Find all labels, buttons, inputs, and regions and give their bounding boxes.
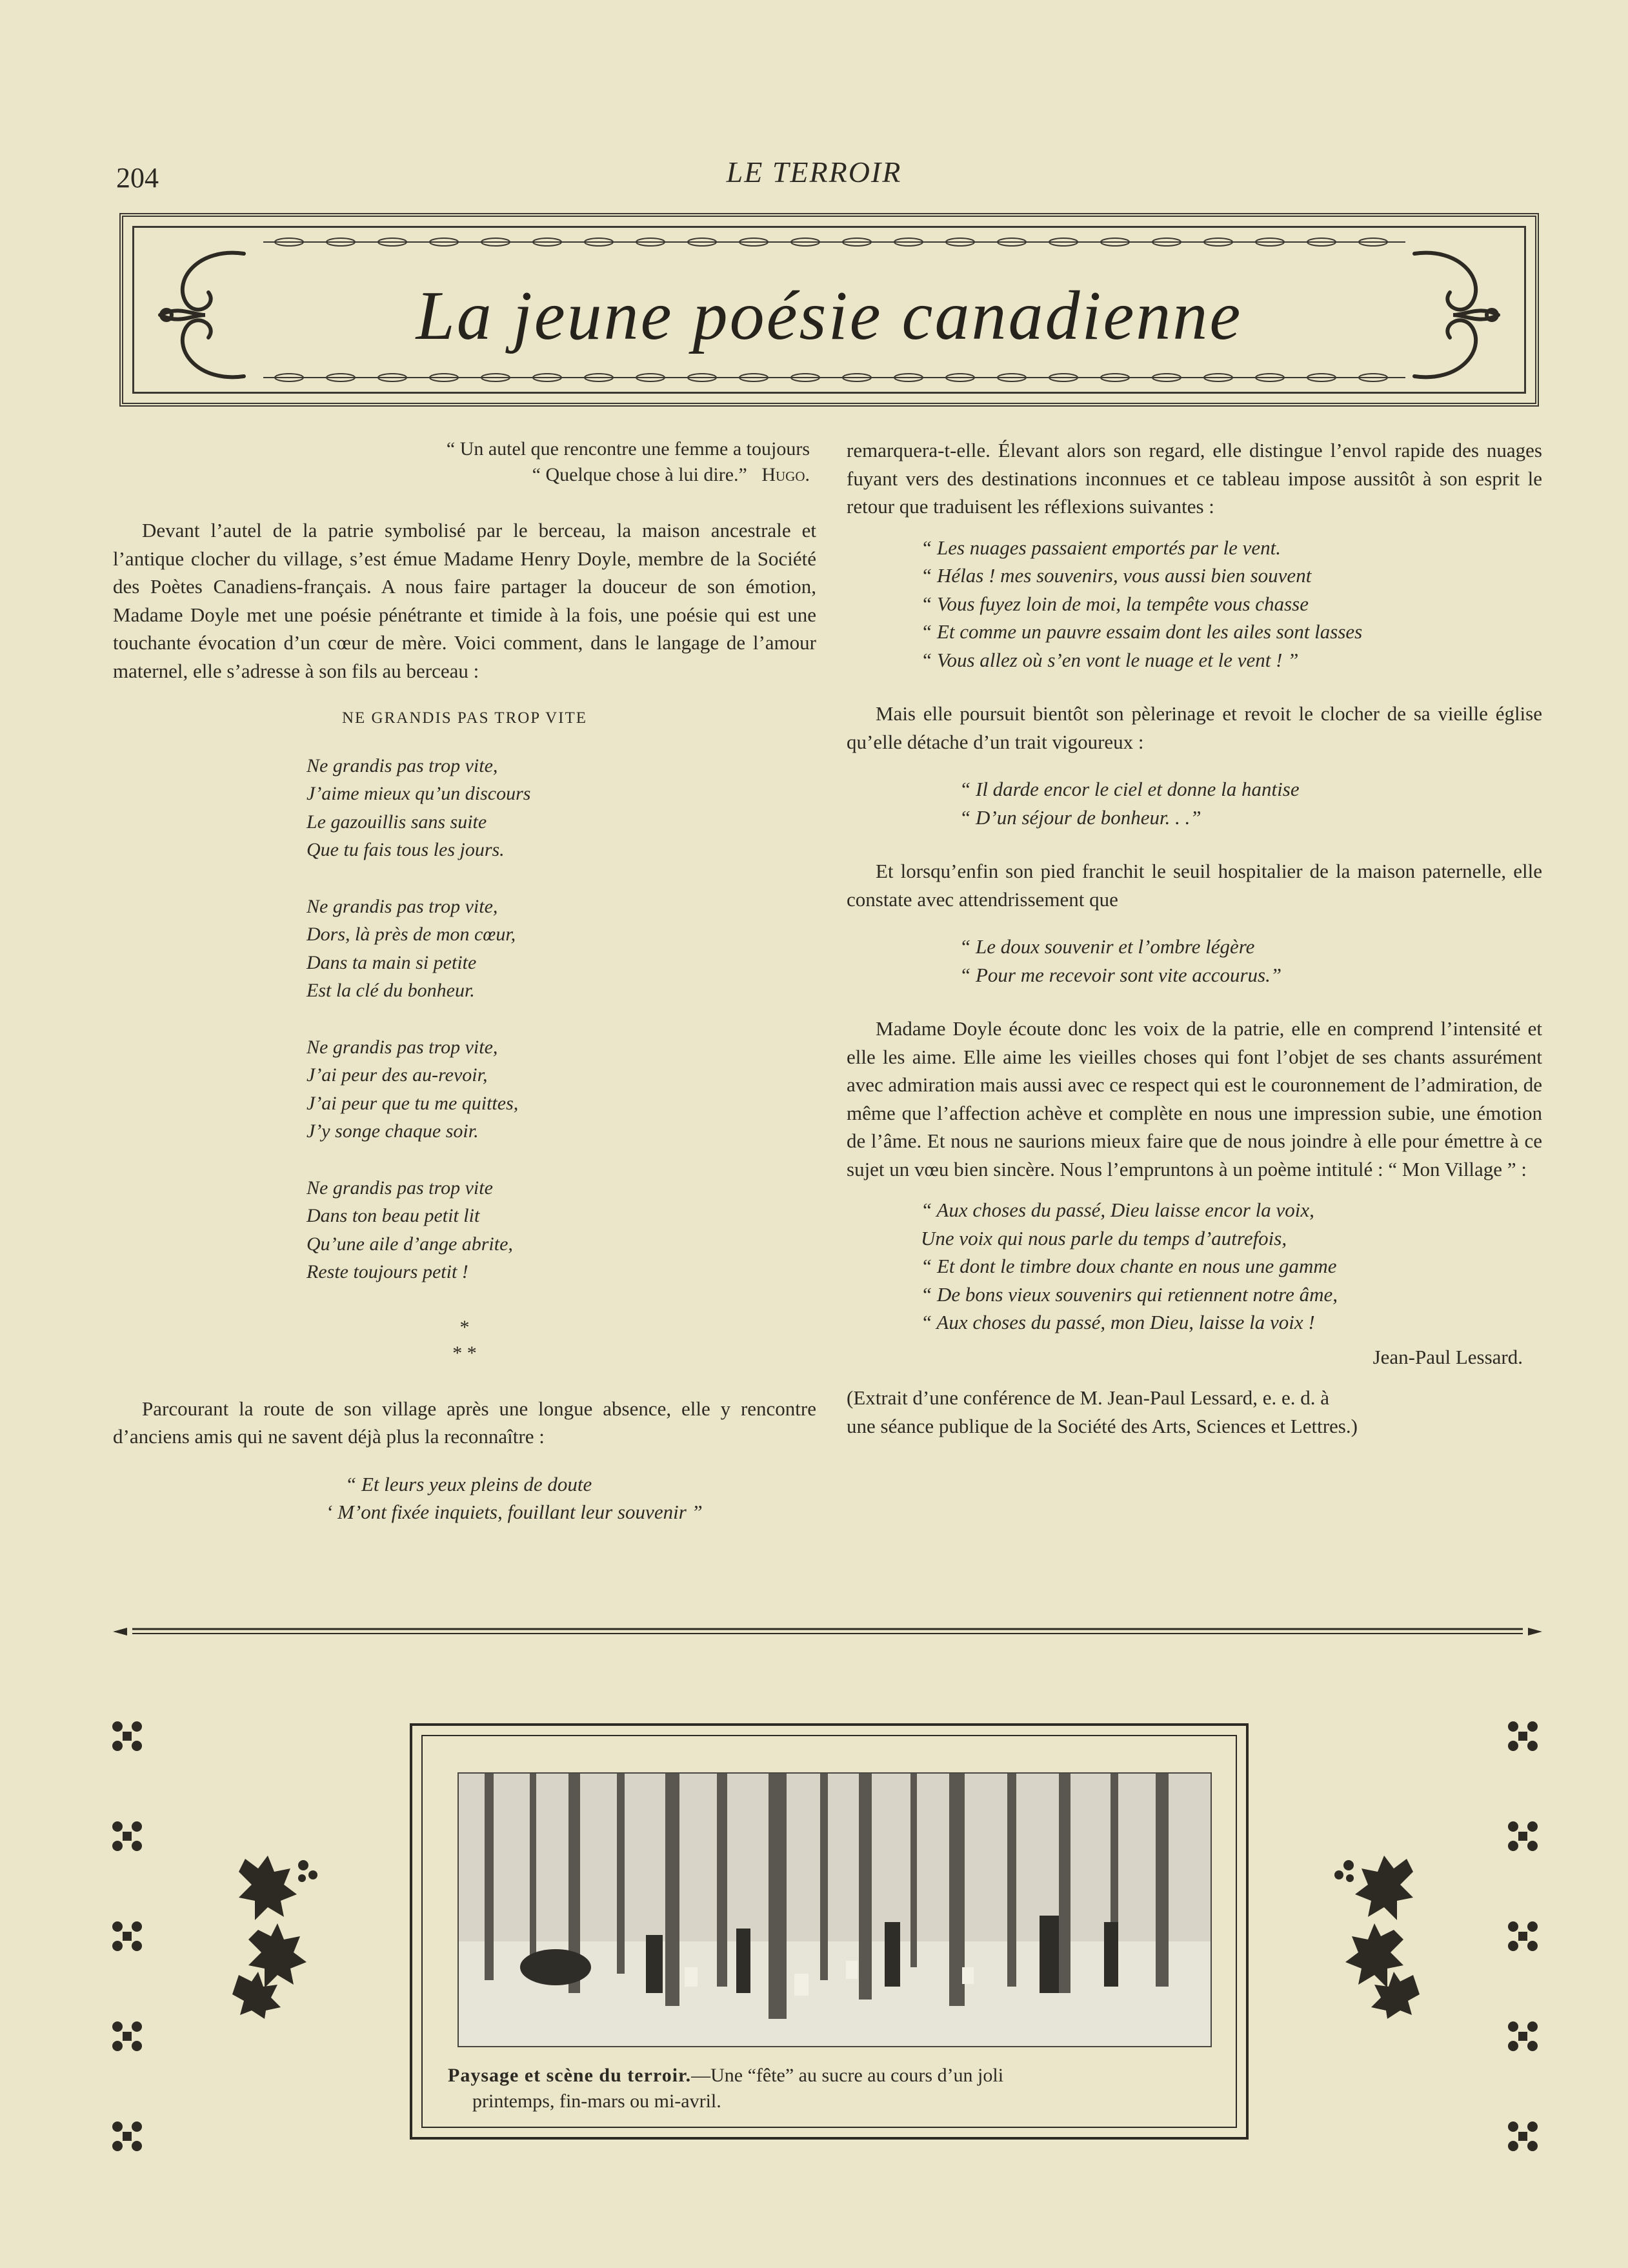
photo-frame: [410, 1723, 1249, 2140]
source-note: (Extrait d’une conférence de M. Jean-Paul Lessard, e. e. d. à une séance publique de la Société des Arts, Sciences et Lettres.): [847, 1386, 1358, 1437]
paragraph-2: Parcourant la route de son village après une longue absence, elle y rencontre d’anciens amis qui ne savent déjà plus la reconnaître :: [113, 1397, 816, 1448]
quote-left: “ Et leurs yeux pleins de doute ‘ M’ont fixée inquiets, fouillant leur souvenir ”: [326, 1472, 703, 1523]
page-number: 204: [116, 162, 159, 194]
quote-mon-village: “ Aux choses du passé, Dieu laisse encor la voix, Une voix qui nous parle du temps d’autrefois, “ Et dont le timbre doux chante en nous une gamme “ De bons vieux souvenirs qui retiennent notre âme, “ Aux choses du passé, mon Dieu, laisse la voix !: [921, 1199, 1338, 1333]
section-stars: * * *: [452, 1316, 477, 1364]
epigraph-line-1: “ Un autel que rencontre une femme a toujours: [446, 438, 810, 460]
running-title: LE TERROIR: [726, 156, 902, 188]
square-ornament-icon: [111, 2020, 143, 2052]
caption-rest: —Une “fête” au sucre au cours d’un joli: [691, 2065, 1004, 2086]
signature: Jean-Paul Lessard.: [1372, 1345, 1523, 1368]
caption-line-2: printemps, fin-mars ou mi-avril.: [472, 2091, 721, 2112]
square-ornament-icon: [1507, 1920, 1539, 1952]
right-paragraph-4: Madame Doyle écoute donc les voix de la patrie, elle en comprend l’intensité et elle les aime. Elle aime les vieilles choses qui font l’objet de ses chants assurément avec admiration mais aussi avec ce respect qui est le couronnement de l’admiration, de même que l’affection achève et complète en nous une impression subie, une émotion de l’âme. Et nous ne saurions mieux faire que de nous joindre à elle pour émettre à ce sujet un vœu bien sincère. Nous l’empruntons à un poème intitulé : “ Mon Village ” :: [847, 1017, 1542, 1180]
square-ornament-icon: [111, 2120, 143, 2152]
quote-maison: “ Le doux souvenir et l’ombre légère “ Pour me recevoir sont vite accourus.”: [960, 935, 1282, 986]
epigraph-author: Hugo.: [761, 464, 810, 485]
intro-paragraph: Devant l’autel de la patrie symbolisé par le berceau, la maison ancestrale et l’antique clocher du village, s’est émue Madame Henry Doyle, membre de la Société des Poètes Canadiens-français. A nous faire partager la douceur de son émotion, Madame Doyle met une poésie pénétrante et timide à la fois, une poésie qui est une touchante évocation d’un cœur de mère. Voici comment, dans le langage de l’amour maternel, elle s’adresse à son fils au berceau :: [113, 519, 816, 682]
poem: [113, 752, 816, 1286]
left-column: [113, 436, 816, 1526]
square-ornament-icon: [1507, 1720, 1539, 1752]
square-ornament-icon: [111, 1820, 143, 1852]
caption-bold: Paysage et scène du terroir.: [448, 2065, 692, 2086]
quote-clouds: “ Les nuages passaient emportés par le vent. “ Hélas ! mes souvenirs, vous aussi bien souvent “ Vous fuyez loin de moi, la tempête vous chasse “ Et comme un pauvre essaim dont les ailes sont lasses “ Vous allez où s’en vont le nuage et le vent ! ”: [921, 536, 1363, 671]
title-frame: [119, 213, 1539, 407]
epigraph-line-2: “ Quelque chose à lui dire.” Hugo.: [532, 464, 810, 485]
divider-rule: [113, 1625, 1542, 1638]
poem-title: NE GRANDIS PAS TROP VITE: [341, 709, 587, 727]
epigraph: [113, 436, 816, 488]
square-ornament-icon: [1507, 2120, 1539, 2152]
stanza-2: Ne grandis pas trop vite, Dors, là près de mon cœur, Dans ta main si petite Est la clé du bonheur.: [307, 895, 516, 1001]
chain-ornament-bottom: [263, 372, 1405, 383]
right-paragraph-3: Et lorsqu’enfin son pied franchit le seuil hospitalier de la maison paternelle, elle constate avec attendrissement que: [847, 860, 1542, 911]
right-column: [847, 436, 1542, 1440]
maple-sugar-photo: [457, 1772, 1212, 2047]
square-ornament-icon: [111, 1920, 143, 1952]
photo-caption: [448, 2063, 1211, 2114]
stanza-1: Ne grandis pas trop vite, J’aime mieux qu’un discours Le gazouillis sans suite Que tu fais tous les jours.: [307, 754, 531, 860]
stanza-4: Ne grandis pas trop vite Dans ton beau petit lit Qu’une aile d’ange abrite, Reste toujours petit !: [307, 1177, 513, 1282]
stanza-3: Ne grandis pas trop vite, J’ai peur des au-revoir, J’ai peur que tu me quittes, J’y songe chaque soir.: [307, 1036, 519, 1142]
square-ornament-icon: [111, 1720, 143, 1752]
holly-icon: [219, 1846, 329, 2020]
chain-ornament-top: [263, 237, 1405, 247]
article-title: La jeune poésie canadienne: [416, 278, 1243, 354]
quote-clocher: “ Il darde encor le ciel et donne la hantise “ D’un séjour de bonheur. . .”: [960, 778, 1300, 829]
holly-icon: [1323, 1846, 1432, 2020]
right-paragraph-1: remarquera-t-elle. Élevant alors son regard, elle distingue l’envol rapide des nuages fuyant vers des destinations inconnues et ce tableau impose aussitôt à son esprit le retour que traduisent les réflexions suivantes :: [847, 439, 1542, 518]
right-paragraph-2: Mais elle poursuit bientôt son pèlerinage et revoit le clocher de sa vieille église qu’elle détache d’un trait vigoureux :: [847, 702, 1542, 753]
square-ornament-icon: [1507, 2020, 1539, 2052]
title-frame-inner: [132, 226, 1526, 394]
square-ornament-icon: [1507, 1820, 1539, 1852]
